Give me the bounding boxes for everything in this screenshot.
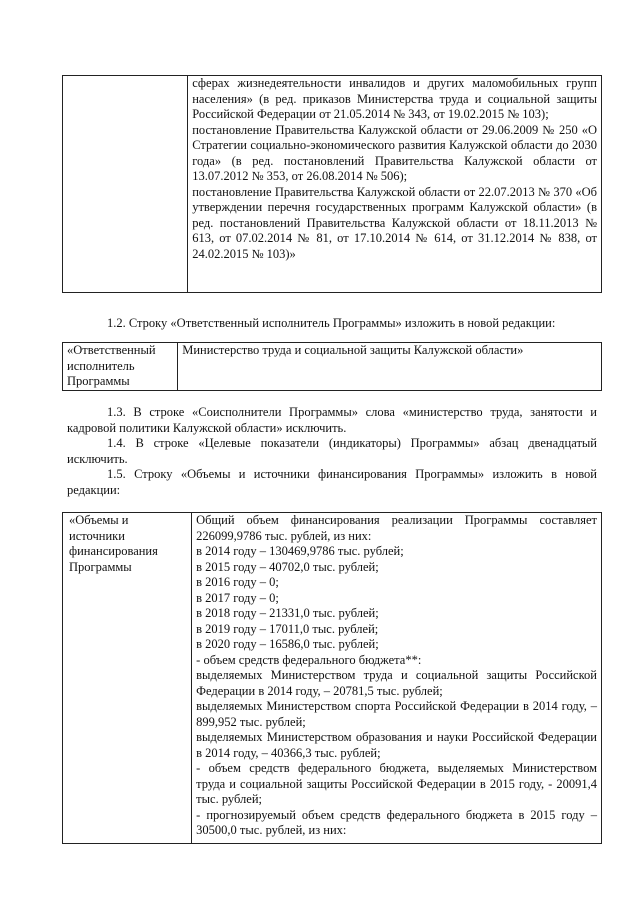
financing-line: в 2014 году – 130469,9786 тыс. рублей;	[196, 544, 404, 558]
financing-line: выделяемых Министерством труда и социальной защиты Российской Федерации в 2014 году, – 20781,5 тыс. рублей;	[196, 668, 597, 698]
financing-line: - объем средств федерального бюджета**:	[196, 652, 422, 667]
legal-basis-text-cell	[188, 76, 602, 293]
item-1-2	[67, 316, 597, 332]
item-1-3-text: 1.3. В строке «Соисполнители Программы» слова «министерство труда, занятости и кадровой политики Калужской области» исключить.	[67, 405, 597, 435]
financing-line: выделяемых Министерством образования и науки Российской Федерации в 2014 году, – 40366,3 тыс. рублей;	[196, 730, 597, 760]
financing-line: - прогнозируемый объем средств федерального бюджета в 2015 году – 30500,0 тыс. рублей, из них:	[196, 807, 597, 837]
financing-label: «Объемы и источники финансирования Программы	[63, 513, 192, 844]
financing-table	[62, 512, 602, 844]
financing-text-cell	[192, 513, 602, 844]
financing-line: Общий объем финансирования реализации Программы составляет 226099,9786 тыс. рублей, из них:	[196, 513, 597, 543]
items-1-3-to-1-5	[67, 405, 597, 498]
legal-basis-table	[62, 75, 602, 293]
responsible-executor-value: Министерство труда и социальной защиты Калужской области»	[178, 343, 602, 391]
financing-line: в 2018 году – 21331,0 тыс. рублей;	[196, 606, 379, 620]
financing-line: в 2017 году – 0;	[196, 590, 279, 605]
item-1-4-text: 1.4. В строке «Целевые показатели (индикаторы) Программы» абзац двенадцатый исключить.	[67, 436, 597, 466]
financing-line: - объем средств федерального бюджета, выделяемых Министерством труда и социальной защиты Российской Федерации в 2015 году, - 20091,4 тыс. рублей;	[196, 761, 597, 806]
responsible-executor-label: «Ответственный исполнитель Программы	[63, 343, 178, 391]
financing-line: в 2019 году – 17011,0 тыс. рублей;	[196, 621, 379, 636]
financing-line: в 2015 году – 40702,0 тыс. рублей;	[196, 559, 379, 574]
financing-line: в 2016 году – 0;	[196, 575, 279, 589]
responsible-executor-table	[62, 342, 602, 391]
item-1-5-text: 1.5. Строку «Объемы и источники финансирования Программы» изложить в новой редакции:	[67, 467, 597, 497]
legal-basis-paragraph: сферах жизнедеятельности инвалидов и других маломобильных групп населения» (в ред. приказов Министерства труда и социальной защиты Российской Федерации от 21.05.2014 № 343, от 19.02.2015 № 103);	[192, 76, 597, 121]
legal-basis-paragraph: постановление Правительства Калужской области от 29.06.2009 № 250 «О Стратегии социально-экономического развития Калужской области до 2030 года» (в ред. постановлений Правительства Калужской области от 13.07.2012 № 353, от 26.08.2014 № 506);	[192, 122, 597, 183]
item-1-2-text: 1.2. Строку «Ответственный исполнитель Программы» изложить в новой редакции:	[107, 316, 556, 330]
legal-basis-paragraph: постановление Правительства Калужской области от 22.07.2013 № 370 «Об утверждении перечня государственных программ Калужской области» (в ред. постановлений Правительства Калужской области от 18.11.2013 № 613, от 07.02.2014 № 81, от 17.10.2014 № 614, от 31.12.2014 № 838, от 24.02.2015 № 103)»	[192, 184, 597, 261]
financing-line: в 2020 году – 16586,0 тыс. рублей;	[196, 637, 379, 651]
legal-basis-empty-cell	[63, 76, 188, 293]
financing-line: выделяемых Министерством спорта Российской Федерации в 2014 году, – 899,952 тыс. рублей;	[196, 699, 597, 729]
